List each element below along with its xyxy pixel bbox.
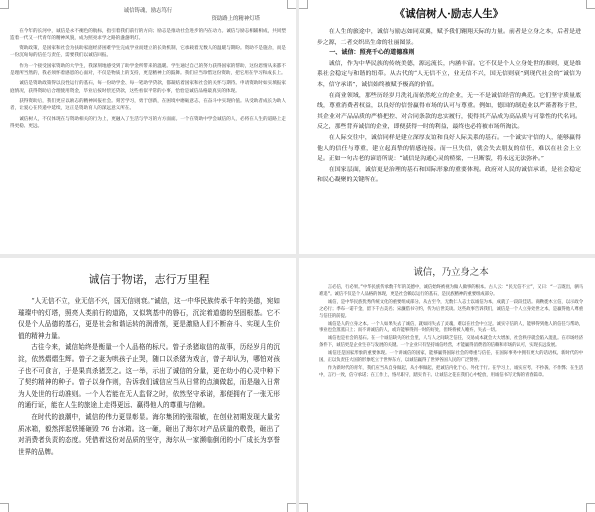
page-2-content xyxy=(317,6,581,186)
crop-mark xyxy=(287,503,296,512)
document-page-3 xyxy=(0,258,296,512)
crop-mark xyxy=(586,0,595,9)
section-heading: 一、诚信：照亮千心的道德准则 xyxy=(329,49,415,57)
page-1-subtitle: 资助路上的精神灯塔 xyxy=(211,16,260,23)
crop-mark xyxy=(299,0,308,9)
paragraph: 诚信是资助政策得以良性运行的基石，每一份助学金、每一笔助学贷款，都凝结着国家和社会的关怀与期待。申请资助时如实填报家庭情况，获得资助后合理使用资金，毕业后按时偿还贷款，这些看似平常的小事，恰恰是诚信品格最真实的体现。 xyxy=(10,81,286,94)
crop-mark xyxy=(287,0,296,9)
page-4-content xyxy=(319,264,583,381)
paragraph: 在人际交往中，诚信同样是建立深厚友谊和良好人际关系的基石。一个诚实守信的人，能够赢得他人的信任与尊重，建立起真挚的情感连接。而一旦失信，就会失去朋友的信任，难以在社会上立足。正如一句古老的谚语所说：“诚信是沟通心灵的桥梁，一旦断裂，将永远无法弥补。” xyxy=(317,134,581,163)
document-page-2 xyxy=(299,0,595,254)
crop-mark xyxy=(0,503,9,512)
paragraph: 作为新时代的青年，我们应当从自身做起，从小事做起，把诚信内化于心、外化于行。在学习上，诚实应考，不抄袭、不作弊；在生活中，言行一致，信守承诺；在工作上，恪尽职守，踏实肯干。让诚信之花在我们心中绽放，用诚信书写无悔的青春篇章。 xyxy=(319,365,583,378)
paragraph: 资助政策，是国家和社会为扶助家庭经济困难学生完成学业而建立的长效机制，它承载着无数人的温暖与期盼。资助不是施舍，而是一份沉甸甸的信任与责任，需要我们以诚信回报。 xyxy=(10,46,286,59)
paragraph: 诚信树人，不仅体现在与资助相关的行为上，更融入了生活与学习的方方面面。一个在资助中学会诚信的人，必将在人生的道路上走得更稳、更远。 xyxy=(10,116,286,129)
page-3-title: 诚信于物诺，志行万里程 xyxy=(88,273,210,286)
page-1-content xyxy=(10,8,286,133)
paragraph: 作为一个接受国家资助的大学生，我深刻地感受到了助学金所带来的温暖。学生通过自己的努力获得国家的帮助，这份恩情从来都不是理所当然的，我必须怀着感恩的心面对，不仅是物质上的支持，更是精神上的鼓舞。我们应当珍惜这份资助，把它用在学习和成长上。 xyxy=(10,63,286,77)
paragraph: 言必信，行必果。”中华民族传承数千年的美德中，诚信始终被视为做人做事的根本。古人云：“民无信不立”，又曰：“一言既出，驷马难追”。诚信不仅是个人品格的体现，更是社会赖以运行的基石，是民族精神的重要组成部分。 xyxy=(319,285,583,297)
paragraph: 古往今来，诚信始终是衡量一个人品格的标尺。曾子杀猪取信的故事，历经岁月的沉淀，依然熠熠生辉。曾子之妻为哄孩子止哭，随口以杀猪为戏言，曾子却认为，哪怕对孩子也不可食言，于是果真杀猪烹之。这一举，示出了诚信的分量，更在幼小的心灵中种下了契约精神的种子。曾子以身作则，告诉我们诚信应当从日常的点滴做起，而是融入日常为人处世的行动准则。一个人若能在无人监督之时，依然坚守承诺，那便拥有了一张无形的通行证，能在人生的旅途上走得更远、赢得他人的尊重与信赖。 xyxy=(18,343,280,410)
page-4-title: 诚信，乃立身之本 xyxy=(413,267,489,278)
paragraph: 在今年的长河中，诚信是永不褪色的航标，指引着我们前行的方向；励志是推动社会进步的内在动力。诚信与励志相辅相成，共同塑造着一代又一代青年的精神风貌，成为照亮求学之路的盏盏明灯。 xyxy=(10,28,286,41)
paragraph: 诚信，作为中华民族的传统美德，源远流长，内涵丰富。它不仅是个人立身处世的准则，更是维系社会稳定与和谐的纽带。从古代的“人无信不立，业无信不兴，国无信则衰”到现代社会的“诚信为本，信守承诺”，诚信始终被赋予极高的价值。 xyxy=(317,60,581,88)
paragraph: 在时代的浪潮中，诚信的伟力更显彰显。海尔集团的张瑞敏，在创业初期发现大量劣质冰箱，毅然挥起铁锤砸毁 76 台冰箱。这一砸，砸出了海尔对产品质量的敬畏，砸出了对消费者负责的态度。凭借着这份对品质的坚守，海尔从一家濒临倒闭的小厂成长为享誉世界的品牌。 xyxy=(18,412,280,456)
crop-mark xyxy=(0,0,9,9)
paragraph: 在人生的旅途中，诚信与励志如同双翼，赋予我们翱翔天际的力量。前者是立身之本，后者是进步之源，二者交织出生命的壮丽图景。 xyxy=(317,29,581,46)
page-2-title: 《诚信树人·励志人生》 xyxy=(394,8,504,20)
paragraph: 在商业领域，那些历经岁月洗礼而依然屹立的企业，无一不是诚信经营的典范。它们坚守质量底线，尊重消费者权益，以良好的信誉赢得市场的认可与尊重。例如，德国的制造业以严谨著称于世，其企业对产品品质的严格把控、对合同条款的忠实履行，使得其产品成为高品质与可靠性的代名词。反之，那些背弃诚信的企业，即便获得一时的利益，最终也必将被市场所淘汰。 xyxy=(317,92,581,131)
paragraph: 诚信也是社会的基石。在一个诚信缺失的社会里，人与人之间缺乏信任，交易成本就会大大增加，社会秩序就会陷入混乱。在市场经济条件下，诚信更是企业生存与发展的关键。一个企业只有坚持诚信经营，才能赢得消费者的信赖和市场的认可，实现长远发展。 xyxy=(319,336,583,349)
paragraph: “人无信不立，业无信不兴，国无信则衰。”诚信，这一中华民族传承千年的美德，宛如璀璨中的灯塔，照亮人类前行的道路，又似筑基中的磐石，沉淀着道德的坚固根基。它不仅是个人品德的基石，更是社会和谐运转的润滑剂，更是激励人们不断奋斗、实现人生价值的精神力量。 xyxy=(18,297,280,340)
document-page-1 xyxy=(0,0,296,254)
crop-mark xyxy=(586,503,595,512)
paragraph: 诚信是人的立身之本。一个人如果失去了诚信，就如同失去了灵魂，难以在社会中立足。诚实守信的人，能够得到他人的信任与帮助，事业也会蒸蒸日上；而不讲诚信的人，或许能够得到一时的好处，但终将被人唾弃，失去一切。 xyxy=(319,321,583,334)
crop-mark xyxy=(299,503,308,512)
page-1-title: 诚信铸魂，励志笃行 xyxy=(123,8,173,14)
document-page-4 xyxy=(299,258,595,512)
paragraph: 在国家层面，诚信更是治理的基石和国际形象的重要体现。政府对人民的诚信承诺，是社会稳定和民心凝聚的关键所在。 xyxy=(317,166,581,184)
paragraph: 诚信，是中华民族优秀传统文化的重要组成部分。从古至今，无数仁人志士以诚信为本，成就了一段段佳话。商鞅徙木立信，以示政令之必行；季布一诺千金，留下千古美名；宋濂借书守约，传为后世美谈。这些故事告诉我们，诚信是一个人立身处世之本，是赢得他人尊重与信任的前提。 xyxy=(319,299,583,319)
paragraph: 诚信还是国家形象的重要体现。一个讲诚信的国家，能够赢得国际社会的尊重与信任，在国际事务中拥有更大的话语权。新时代的中国，正以负责任大国的形象屹立于世界东方，以诚信赢得了世界各国人民的广泛赞誉。 xyxy=(319,351,583,364)
page-3-content xyxy=(18,270,280,458)
paragraph: 获得资助后，我们更应以励志的精神回报社会。刻苦学习，勇于创新，在困境中磨砺意志，在奋斗中实现价值。从受助者成长为助人者，让爱心在传递中延续，这正是资助育人的深远意义所在。 xyxy=(10,98,286,112)
